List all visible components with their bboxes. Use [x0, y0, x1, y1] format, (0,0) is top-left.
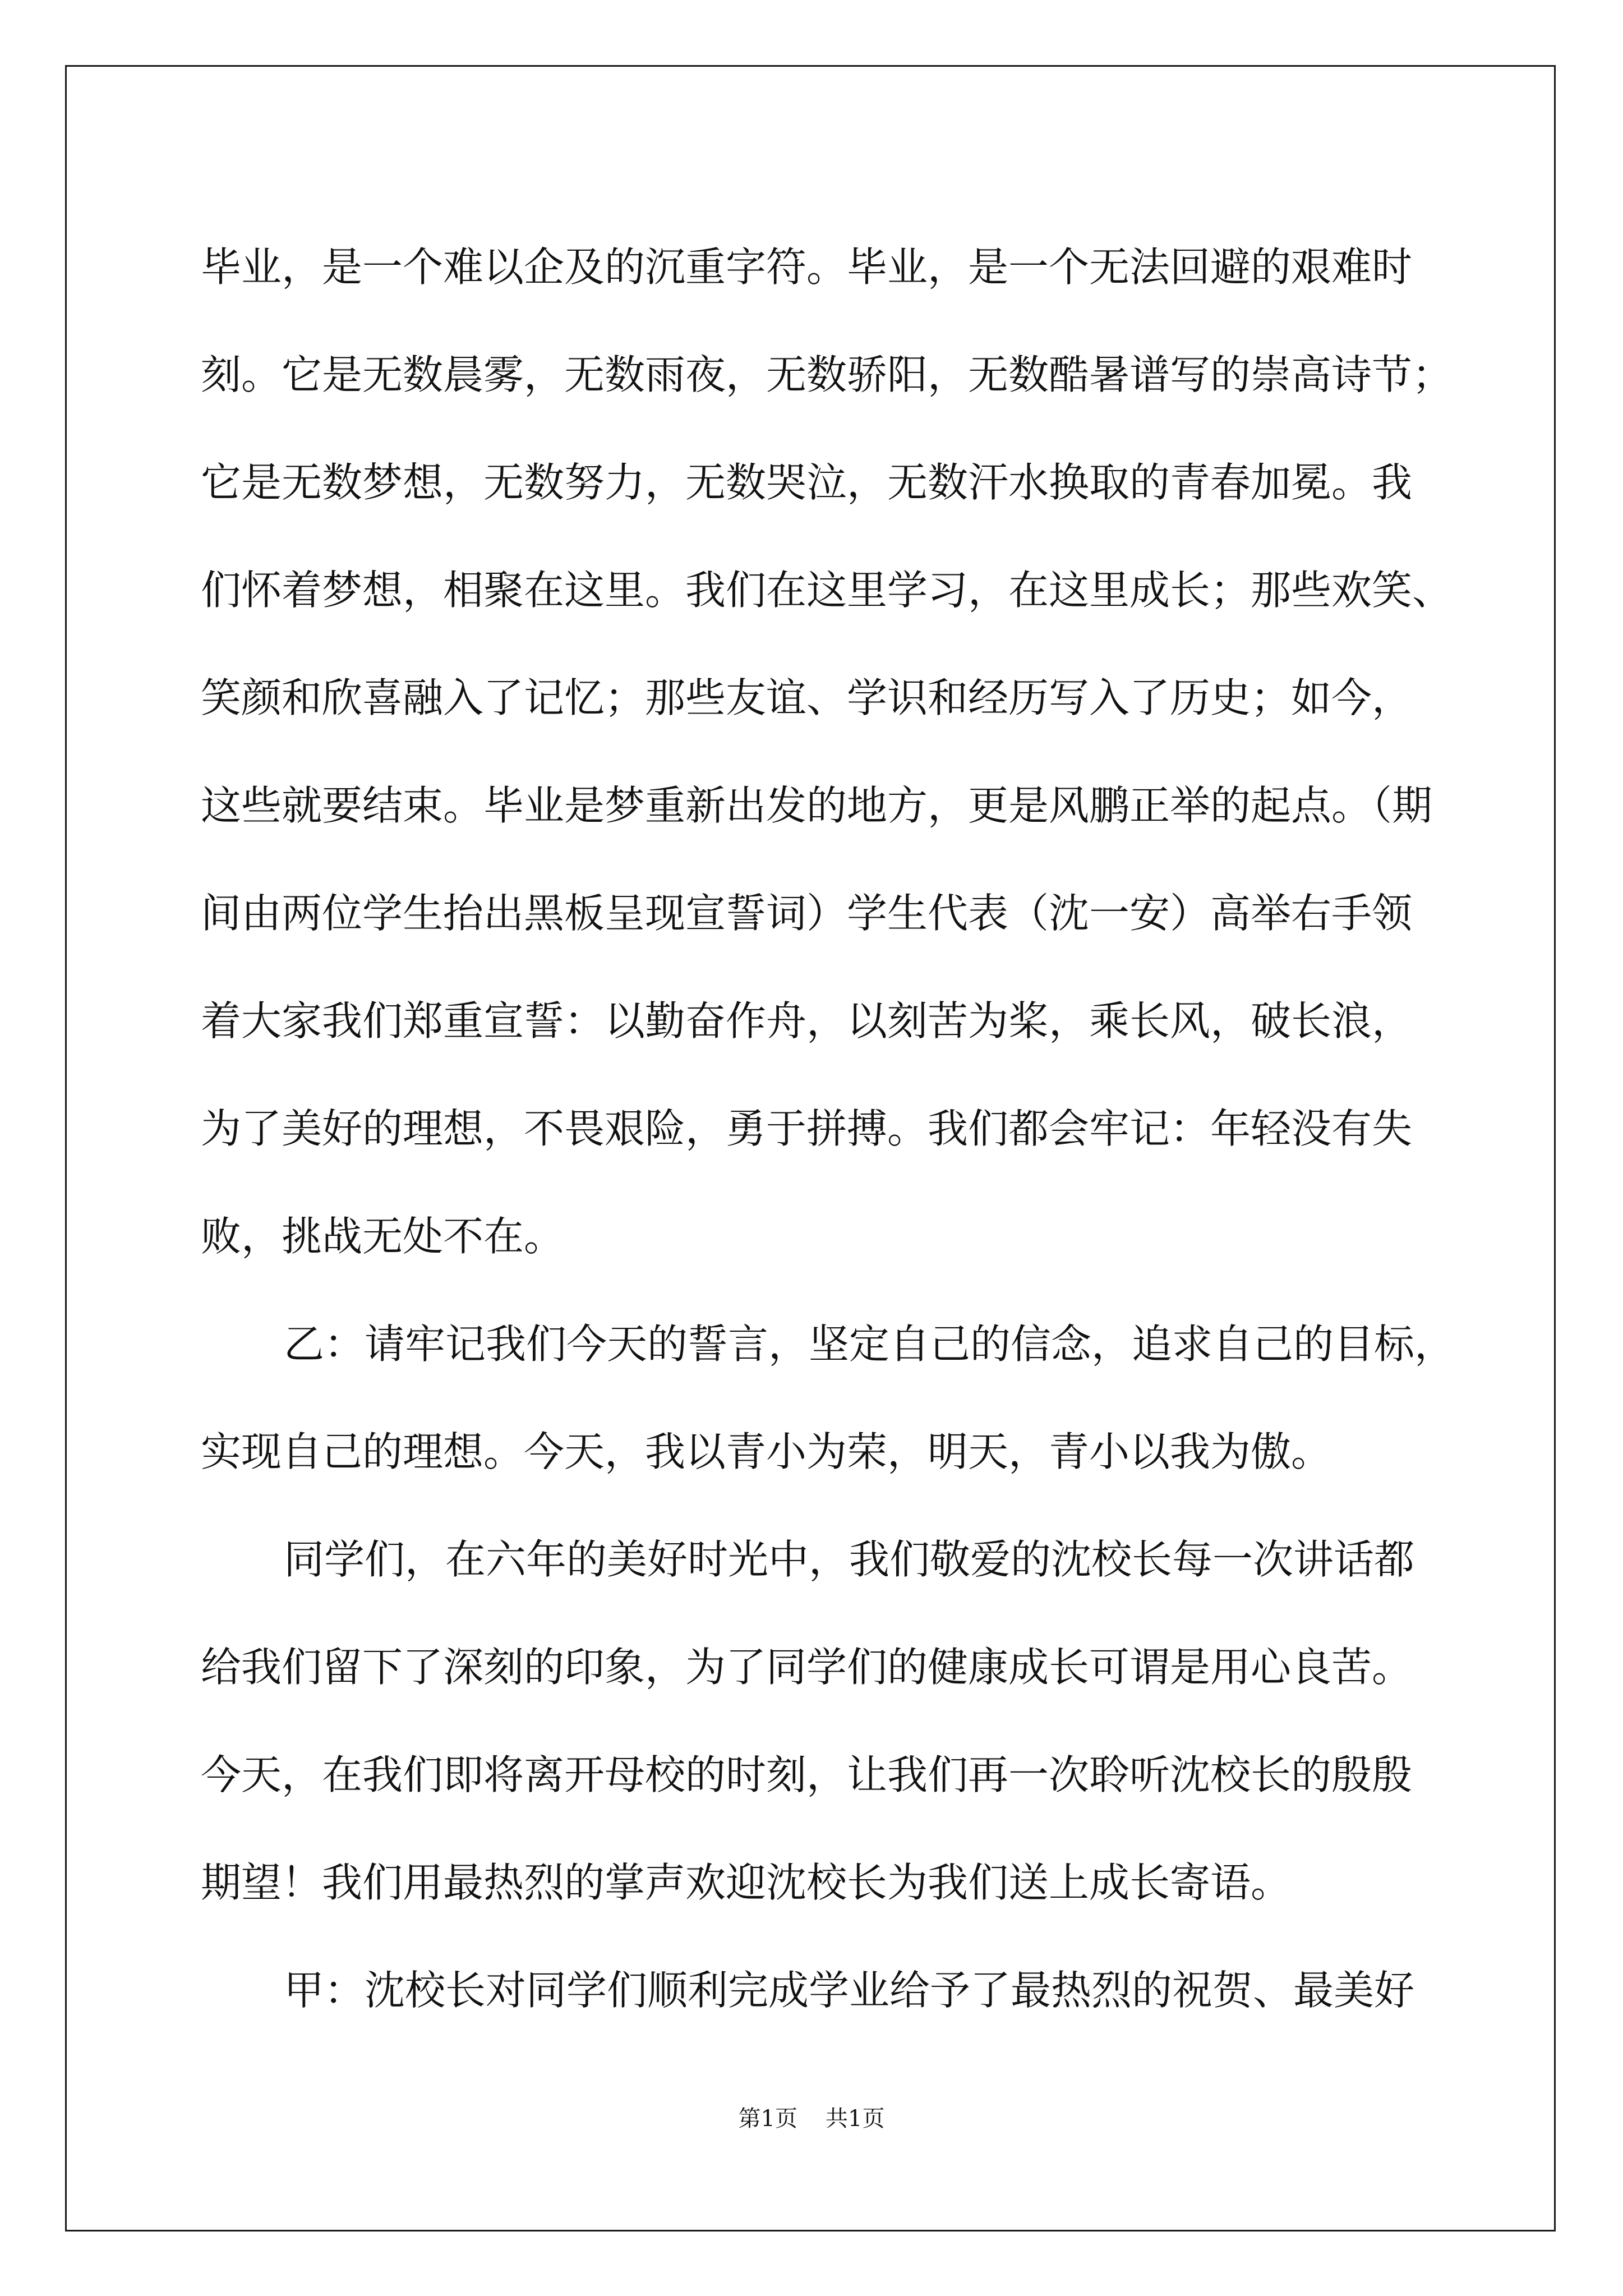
text-line: 实现自己的理想。今天，我以青小为荣，明天，青小以我为傲。 [201, 1428, 1332, 1475]
text-line: 毕业，是一个难以企及的沉重字符。毕业，是一个无法回避的艰难时 [201, 243, 1413, 291]
text-line: 间由两位学生抬出黑板呈现宣誓词）学生代表（沈一安）高举右手领 [201, 890, 1413, 937]
paragraph-start-line: 乙：请牢记我们今天的誓言，坚定自己的信念，追求自己的目标， [284, 1320, 1455, 1368]
paragraph-start-line: 甲：沈校长对同学们顺利完成学业给予了最热烈的祝贺、最美好 [284, 1967, 1415, 2014]
text-line: 为了美好的理想，不畏艰险，勇于拼搏。我们都会牢记：年轻没有失 [201, 1105, 1413, 1152]
text-line: 笑颜和欣喜融入了记忆；那些友谊、学识和经历写入了历史；如今， [201, 674, 1413, 721]
text-line: 它是无数梦想，无数努力，无数哭泣，无数汗水换取的青春加冕。我 [201, 459, 1413, 506]
document-body [201, 213, 1455, 2044]
text-line: 们怀着梦想，相聚在这里。我们在这里学习，在这里成长；那些欢笑、 [201, 567, 1453, 614]
text-line: 败，挑战无处不在。 [201, 1213, 565, 1260]
text-line: 给我们留下了深刻的印象，为了同学们的健康成长可谓是用心良苦。 [201, 1644, 1413, 1691]
text-line: 这些就要结束。毕业是梦重新出发的地方，更是风鹏正举的起点。（期 [201, 782, 1433, 829]
text-line: 期望！我们用最热烈的掌声欢迎沈校长为我们送上成长寄语。 [201, 1859, 1292, 1906]
page-total: 共1页 [826, 2106, 885, 2132]
text-line: 着大家我们郑重宣誓：以勤奋作舟，以刻苦为桨，乘长风，破长浪， [201, 997, 1413, 1045]
text-line: 刻。它是无数晨雾，无数雨夜，无数骄阳，无数酷暑谱写的崇高诗节； [201, 351, 1453, 398]
paragraph-start-line: 同学们，在六年的美好时光中，我们敬爱的沈校长每一次讲话都 [284, 1536, 1415, 1583]
text-line: 今天，在我们即将离开母校的时刻，让我们再一次聆听沈校长的殷殷 [201, 1751, 1413, 1798]
page-footer [0, 2101, 1623, 2133]
page-number: 第1页 [738, 2106, 797, 2132]
